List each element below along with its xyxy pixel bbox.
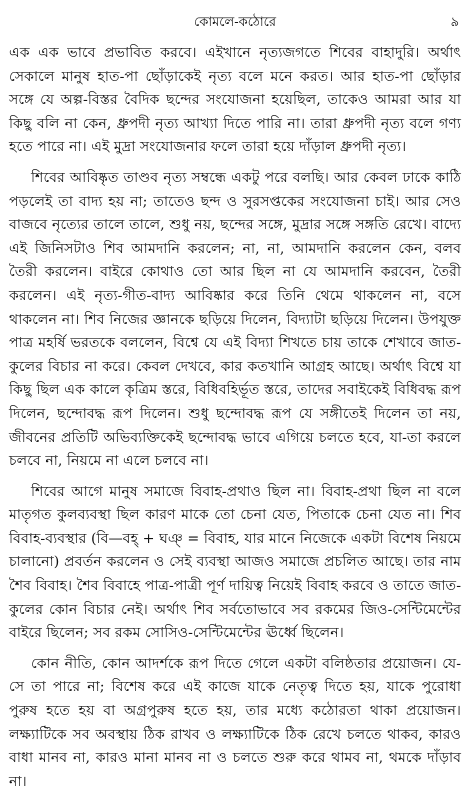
paragraph-1: এক এক ভাবে প্রভাবিত করবে। এইখানে নৃত্যজগতে শিবের বাহাদুরি। অর্থাৎ সেকালে মানুষ হাত-পা ছোঁড়াকেই নৃত্য বলে মনে করত। আর হাত-পা ছোঁড়ার সঙ্গে যে অল্প-বিস্তর বৈদিক ছন্দের সংযোজনা হয়েছিল, তাকেও আমরা আর যা কিছু বলি না কেন, ধ্রুপদী নৃত্য আখ্যা দিতে পারি না। তারা ধ্রুপদী নৃত্য বলে গণ্য হতে পারে না। এই মুদ্রা সংযোজনার ফলে তারা হয়ে দাঁড়াল ধ্রুপদী নৃত্য। bbox=[9, 45, 461, 156]
paragraph-2: শিবের আবিষ্কৃত তাণ্ডব নৃত্য সম্বন্ধে একটু পরে বলছি। আর কেবল ঢাকে কাঠি পড়লেই তা বাদ্য হয় না; তাতেও ছন্দ ও সুরসপ্তকের সংযোজনা চাই। আর সেও বাজবে নৃত্যের তালে তালে, শুধু নয়, ছন্দের সঙ্গে, মুদ্রার সঙ্গে সঙ্গতি রেখে। বাদ্যে এই জিনিসটাও শিব আমদানি করলেন; না, না, আমদানি করলেন কেন, বলব তৈরী করলেন। বাইরে কোথাও তো আর ছিল না যে আমদানি করবেন, তৈরী করলেন। এই নৃত্য-গীত-বাদ্য আবিষ্কার করে তিনি থেমে থাকলেন না, বসে থাকলেন না। শিব নিজের জ্ঞানকে ছড়িয়ে দিলেন, বিদ্যাটা ছড়িয়ে দিলেন। উপযুক্ত পাত্র মহর্ষি ভরতকে বললেন, বিশ্বে যে এই বিদ্যা শিখতে চায় তাকে শেখাবে জাত-কুলের বিচার না করে। কেবল দেখবে, কার কতখানি আগ্রহ আছে। অর্থাৎ বিশ্বে যা কিছু ছিল এক কালে কৃত্রিম স্তরে, বিধিবহির্ভূত স্তরে, তাদের সবাইকেই বিধিবদ্ধ রূপ দিলেন, ছন্দোবদ্ধ রূপ দিলেন। শুধু ছন্দোবদ্ধ রূপ যে সঙ্গীতেই দিলেন তা নয়, জীবনের প্রতিটি অভিব্যক্তিকেই ছন্দোবদ্ধ ভাবে এগিয়ে চলতে হবে, যা-তা করলে চলবে না, নিয়মে না এলে চলবে না। bbox=[9, 169, 461, 470]
page-number: ৯ bbox=[450, 15, 459, 30]
paragraph-3: শিবের আগে মানুষ সমাজে বিবাহ-প্রথাও ছিল না। বিবাহ-প্রথা ছিল না বলে মাতৃগত কুলব্যবস্থা ছিল কারণ মাকে তো চেনা যেত, পিতাকে চেনা যেত না। শিব বিবাহ-ব্যবস্থার (বি—বহ্ + ঘঞ্ = বিবাহ, যার মানে নিজেকে একটা বিশেষ নিয়মে চালানো) প্রবর্তন করলেন ও সেই ব্যবস্থা আজও সমাজে প্রচলিত আছে। তার নাম শৈব বিবাহ। শৈব বিবাহে পাত্র-পাত্রী পূর্ণ দায়িত্ব নিয়েই বিবাহ করবে ও তাতে জাত-কুলের কোন বিচার নেই। অর্থাৎ শিব সর্বতোভাবে সব রকমের জিও-সেন্টিমেন্টের বাইরে ছিলেন; সব রকম সোসিও-সেন্টিমেন্টের ঊর্ধ্বে ছিলেন। bbox=[9, 483, 461, 642]
page-header bbox=[9, 14, 461, 32]
running-title: কোমলে-কঠোরে bbox=[193, 15, 277, 30]
paragraph-4: কোন নীতি, কোন আদর্শকে রূপ দিতে গেলে একটা বলিষ্ঠতার প্রয়োজন। যে-সে তা পারে না; বিশেষ করে এই কাজে যাকে নেতৃত্ব দিতে হয়, যাকে পুরোধা পুরুষ হতে হয় বা অগ্রপুরুষ হতে হয়, তার মধ্যে কঠোরতা থাকা প্রয়োজন। লক্ষ্যাটিকে সব অবস্থায় ঠিক রাখব ও লক্ষ্যাটিকে ঠিক রেখে চলতে থাকব, কারও বাধা মানব না, কারও মানা মানব না ও চলতে শুরু করে থামব না, থমকে দাঁড়াব না। bbox=[9, 655, 461, 790]
body-text bbox=[9, 42, 461, 794]
